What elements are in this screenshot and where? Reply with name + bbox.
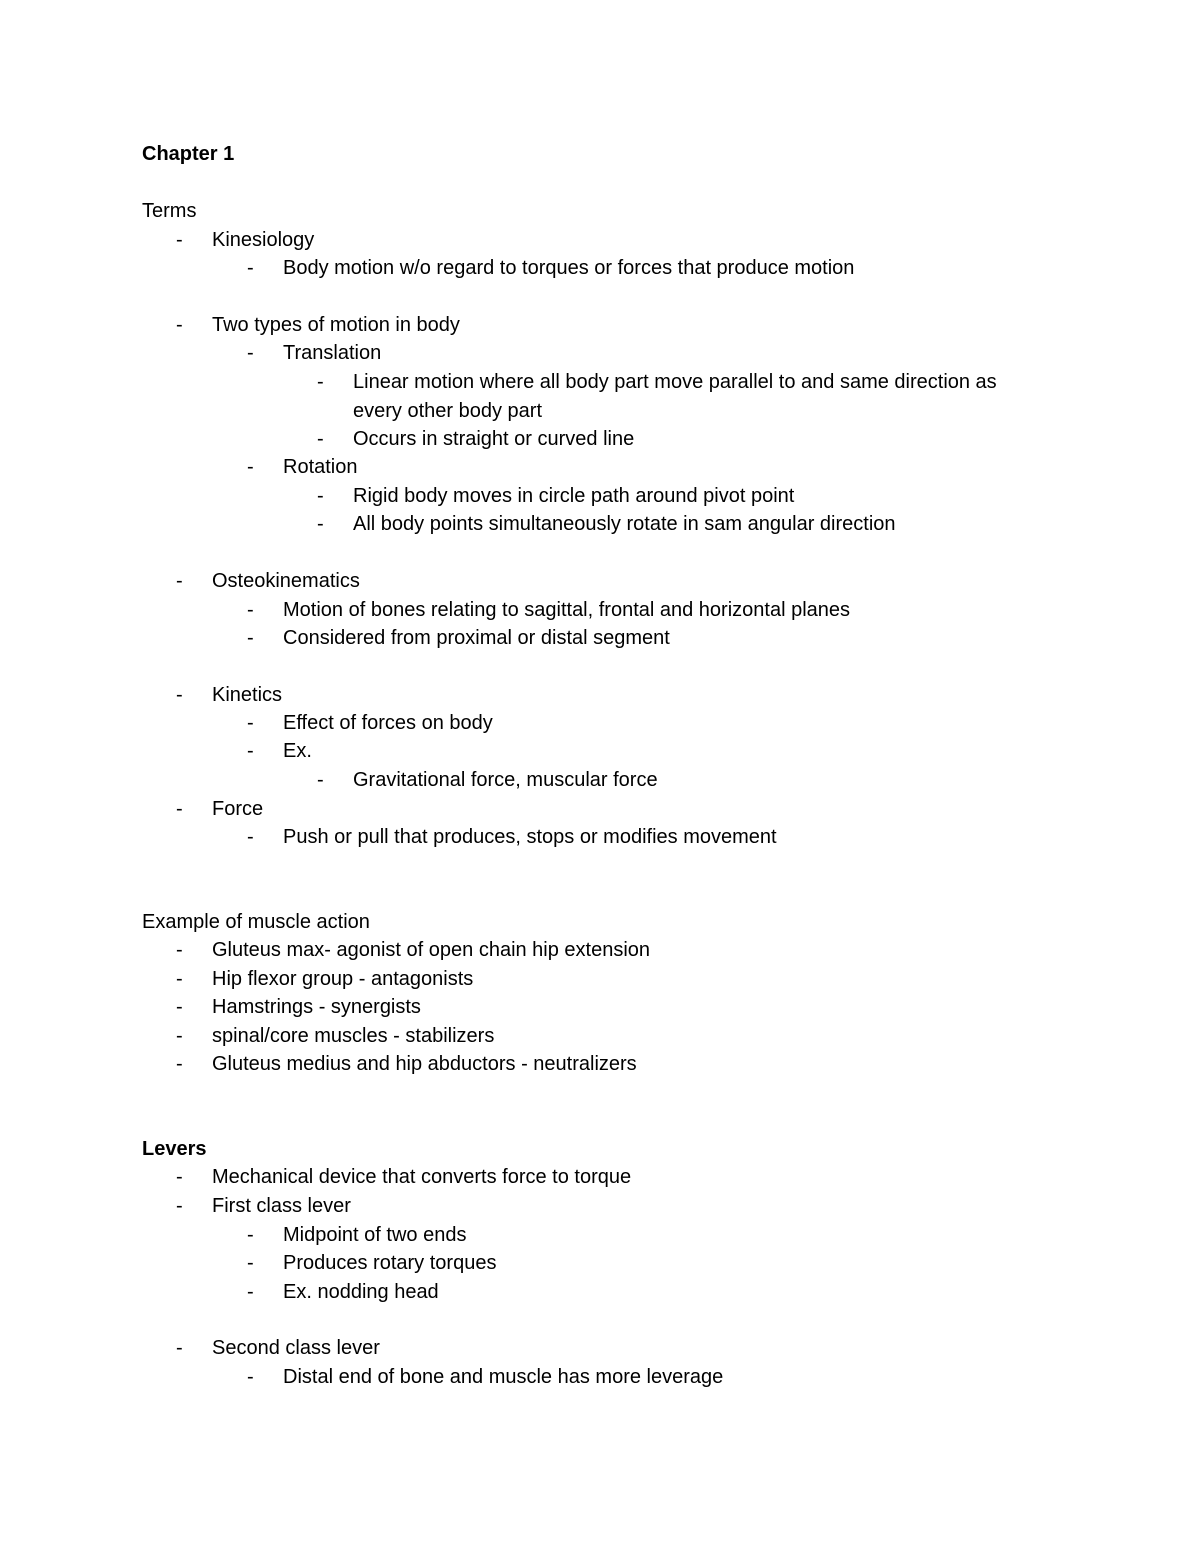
list-item (0, 1363, 1200, 1391)
list-item (0, 1192, 1200, 1220)
list-item (0, 737, 1200, 765)
line-text: Motion of bones relating to sagittal, frontal and horizontal planes (283, 599, 851, 621)
bullet-dash (176, 1022, 196, 1050)
list-item (0, 1163, 1200, 1191)
list-item (0, 1278, 1200, 1306)
bullet-dash (247, 624, 267, 652)
line-text: Gluteus max- agonist of open chain hip extension (212, 939, 651, 961)
bullet-dash (247, 254, 267, 282)
line-text: Hamstrings - synergists (212, 996, 421, 1018)
line-text: Mechanical device that converts force to torque (212, 1166, 632, 1188)
bullet-dash (176, 1192, 196, 1220)
bullet-dash (176, 567, 196, 595)
bullet-dash (176, 311, 196, 339)
bullet-dash (247, 339, 267, 367)
line-text: Hip flexor group - antagonists (212, 968, 474, 990)
line-text: Gravitational force, muscular force (353, 769, 658, 791)
bullet-dash (176, 795, 196, 823)
section-label (0, 197, 1200, 225)
list-item (0, 1050, 1200, 1078)
line-text: Kinesiology (212, 229, 315, 251)
line-text: Push or pull that produces, stops or modifies movement (283, 826, 777, 848)
line-text: Ex. nodding head (283, 1281, 439, 1303)
list-item (0, 311, 1200, 339)
list-item (0, 482, 1200, 510)
line-text: Chapter 1 (142, 143, 235, 165)
list-item (0, 510, 1200, 538)
bullet-dash (176, 936, 196, 964)
bullet-dash (317, 368, 337, 396)
list-item (0, 965, 1200, 993)
line-text: Terms (142, 200, 197, 222)
line-text: Ex. (283, 740, 312, 762)
list-item (0, 1334, 1200, 1362)
line-text: Levers (142, 1138, 207, 1160)
list-item (0, 766, 1200, 794)
list-item (0, 596, 1200, 624)
list-item (0, 681, 1200, 709)
bullet-dash (176, 965, 196, 993)
line-text: Kinetics (212, 684, 283, 706)
section-heading (0, 1135, 1200, 1163)
bullet-dash (176, 1050, 196, 1078)
line-text: Osteokinematics (212, 570, 360, 592)
section-label (0, 908, 1200, 936)
list-item (0, 709, 1200, 737)
bullet-dash (176, 1334, 196, 1362)
bullet-dash (317, 510, 337, 538)
bullet-dash (247, 1221, 267, 1249)
bullet-dash (317, 766, 337, 794)
line-text: Force (212, 798, 264, 820)
bullet-dash (317, 482, 337, 510)
line-text: Rotation (283, 456, 358, 478)
list-item (0, 397, 1200, 425)
list-item (0, 1221, 1200, 1249)
bullet-dash (247, 453, 267, 481)
line-text: Occurs in straight or curved line (353, 428, 635, 450)
bullet-dash (247, 1278, 267, 1306)
list-item (0, 936, 1200, 964)
bullet-dash (247, 709, 267, 737)
list-item (0, 1249, 1200, 1277)
line-text: Considered from proximal or distal segment (283, 627, 670, 649)
line-text: Produces rotary torques (283, 1252, 497, 1274)
line-text: every other body part (353, 400, 542, 422)
line-text: Midpoint of two ends (283, 1224, 467, 1246)
list-item (0, 254, 1200, 282)
list-item (0, 226, 1200, 254)
bullet-dash (247, 737, 267, 765)
list-item (0, 425, 1200, 453)
list-item (0, 368, 1200, 396)
line-text: Rigid body moves in circle path around pivot point (353, 485, 795, 507)
list-item (0, 624, 1200, 652)
list-item (0, 453, 1200, 481)
line-text: Linear motion where all body part move parallel to and same direction as (353, 371, 997, 393)
section-heading (0, 140, 1200, 168)
line-text: Body motion w/o regard to torques or forces that produce motion (283, 257, 855, 279)
bullet-dash (247, 1363, 267, 1391)
list-item (0, 1022, 1200, 1050)
list-item (0, 567, 1200, 595)
line-text: Second class lever (212, 1337, 380, 1359)
line-text: spinal/core muscles - stabilizers (212, 1025, 495, 1047)
line-text: Distal end of bone and muscle has more leverage (283, 1366, 724, 1388)
bullet-dash (317, 425, 337, 453)
list-item (0, 993, 1200, 1021)
line-text: Gluteus medius and hip abductors - neutralizers (212, 1053, 637, 1075)
bullet-dash (176, 681, 196, 709)
line-text: First class lever (212, 1195, 351, 1217)
line-text: All body points simultaneously rotate in sam angular direction (353, 513, 896, 535)
bullet-dash (176, 1163, 196, 1191)
list-item (0, 823, 1200, 851)
line-text: Example of muscle action (142, 911, 370, 933)
list-item (0, 795, 1200, 823)
bullet-dash (176, 993, 196, 1021)
line-text: Translation (283, 342, 382, 364)
list-item (0, 339, 1200, 367)
line-text: Two types of motion in body (212, 314, 460, 336)
bullet-dash (247, 596, 267, 624)
bullet-dash (247, 823, 267, 851)
bullet-dash (247, 1249, 267, 1277)
bullet-dash (176, 226, 196, 254)
line-text: Effect of forces on body (283, 712, 493, 734)
